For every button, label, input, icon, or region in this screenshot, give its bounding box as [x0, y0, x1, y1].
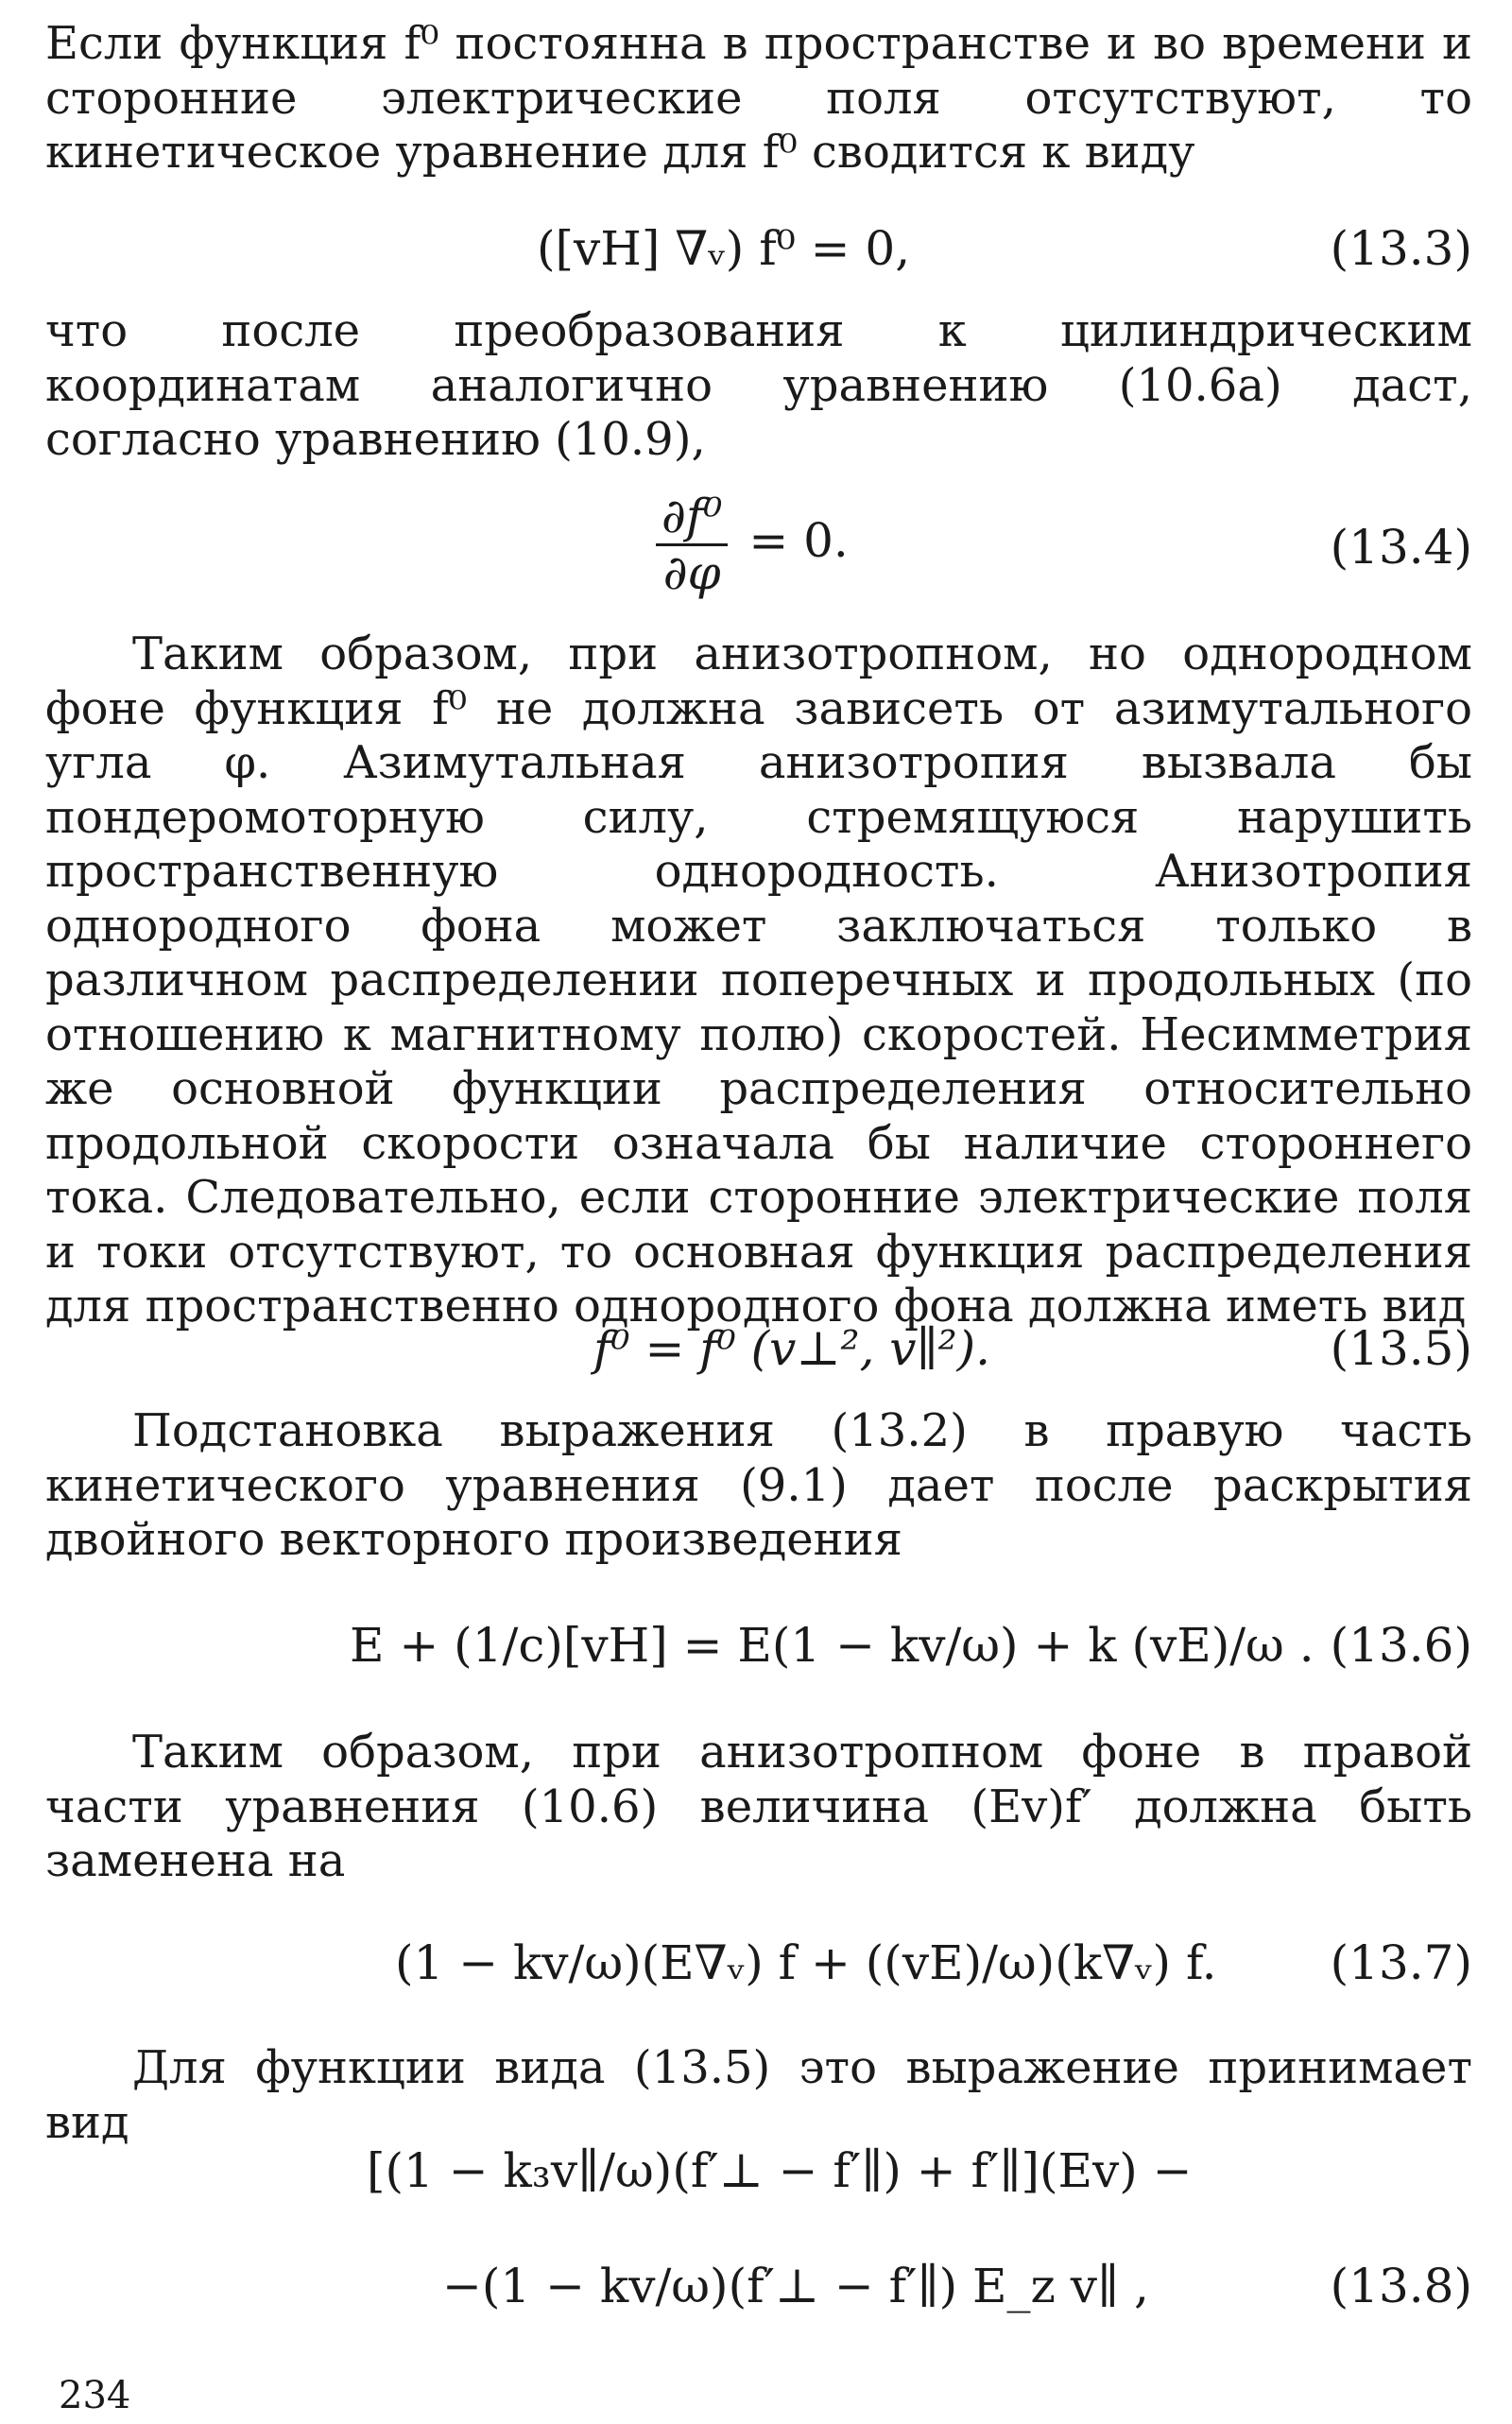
- equation-13-5-expr: f⁰ = f⁰ (v⊥², v∥²).: [593, 1321, 991, 1376]
- equation-13-4-rhs: = 0.: [748, 513, 849, 568]
- equation-13-4-fraction: [656, 489, 728, 600]
- equation-13-8-line1: [(1 − k₃v∥/ω)(f′⊥ − f′∥) + f′∥](Ev) −: [367, 2143, 1193, 2198]
- equation-13-8-number: (13.8): [1330, 2259, 1472, 2313]
- equation-13-6-expr: E + (1/c)[vH] = E(1 − kv/ω) + k (vE)/ω .: [350, 1618, 1314, 1673]
- equation-13-8-line2: −(1 − kv/ω)(f′⊥ − f′∥) E_z v∥ ,: [442, 2259, 1149, 2313]
- equation-13-3: [45, 215, 1472, 282]
- equation-13-8-line-2: [45, 2247, 1472, 2342]
- equation-13-3-number: (13.3): [1330, 221, 1472, 276]
- paragraph-5: Таким образом, при анизотропном фоне в правой части уравнения (10.6) величина (Ev)f′ должна быть заменена на: [45, 1726, 1472, 1887]
- paragraph-6: Для функции вида (13.5) это выражение принимает вид: [45, 2041, 1472, 2149]
- paragraph-1: Если функция f⁰ постоянна в пространстве и во времени и сторонние электрические поля отсутствуют, то кинетическое уравнение для f⁰ сводится к виду: [45, 17, 1472, 179]
- equation-13-5: [45, 1315, 1472, 1391]
- equation-13-4-denominator: ∂φ: [662, 544, 721, 600]
- equation-13-6: [45, 1607, 1472, 1692]
- equation-13-7: [45, 1924, 1472, 2009]
- equation-13-7-expr: (1 − kv/ω)(E∇ᵥ) f + ((vE)/ω)(k∇ᵥ) f.: [395, 1935, 1217, 1990]
- equation-13-4-numerator: ∂f⁰: [656, 491, 728, 546]
- equation-13-4-number: (13.4): [1330, 520, 1472, 575]
- equation-13-3-expr: ([vH] ∇ᵥ) f⁰ = 0,: [537, 221, 911, 276]
- paragraph-2: что после преобразования к цилиндрическим координатам аналогично уравнению (10.6а) даст, согласно уравнению (10.9),: [45, 304, 1472, 466]
- equation-13-7-number: (13.7): [1330, 1935, 1472, 1990]
- equation-13-4: [45, 491, 1472, 605]
- paragraph-4: Подстановка выражения (13.2) в правую часть кинетического уравнения (9.1) дает после раскрытия двойного векторного произведения: [45, 1404, 1472, 1566]
- equation-13-8-line-1: [45, 2132, 1472, 2217]
- page-number: 234: [59, 2374, 131, 2417]
- paragraph-3: Таким образом, при анизотропном, но однородном фоне функция f⁰ не должна зависеть от азимутального угла φ. Азимутальная анизотропия вызвала бы пондеромоторную силу, стремящуюся нарушить пространственную однородность. Анизотропия однородного фона может заключаться только в различном распределении поперечных и продольных (по отношению к магнитному полю) скоростей. Несимметрия же основной функции распределения относительно продольной скорости означала бы наличие стороннего тока. Следовательно, если сторонние электрические поля и токи отсутствуют, то основная функция распределения для пространственно однородного фона должна иметь вид: [45, 627, 1472, 1332]
- equation-13-5-number: (13.5): [1330, 1321, 1472, 1376]
- equation-13-6-number: (13.6): [1330, 1618, 1472, 1673]
